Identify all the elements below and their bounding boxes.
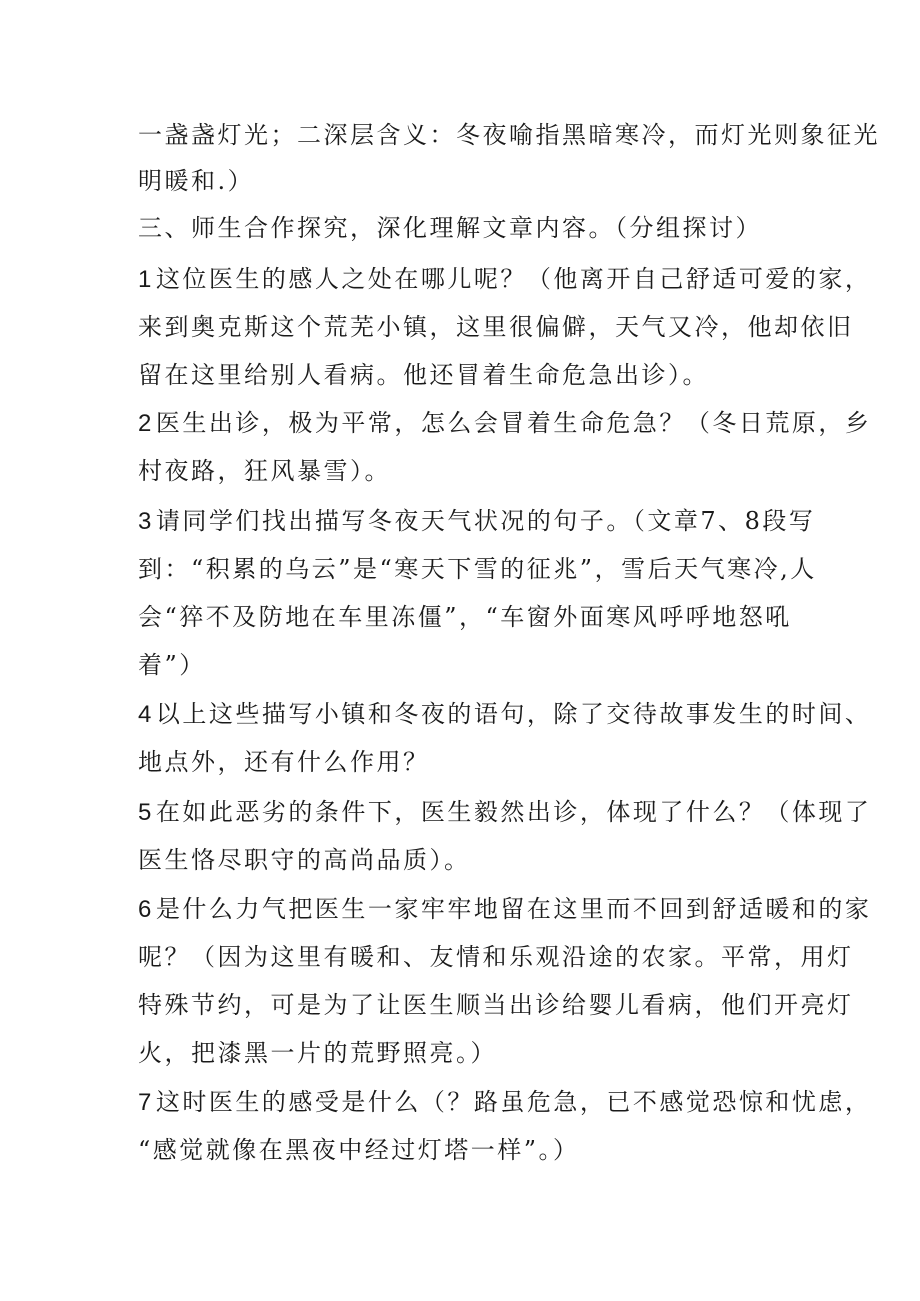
- text-line: 呢？（因为这里有暖和、友情和乐观沿途的农家。平常，用灯: [138, 943, 854, 971]
- question-2: [138, 408, 871, 439]
- text-line: 以上这些描写小镇和冬夜的语句，除了交待故事发生的时间、: [155, 700, 872, 728]
- text-line: 着”）: [138, 651, 206, 679]
- text-line: 医生出诊，极为平常，怎么会冒着生命危急？（冬日荒原，乡: [155, 409, 872, 437]
- question-number: 2: [138, 410, 154, 437]
- question-4: [138, 699, 871, 730]
- question-6: [138, 894, 871, 925]
- text-line: “感觉就像在黑夜中经过灯塔一样”。）: [138, 1136, 580, 1164]
- text-line: 地点外，还有什么作用？: [138, 748, 430, 776]
- question-1: [138, 264, 871, 295]
- text-line: 明暖和.）: [138, 167, 255, 195]
- question-number: 3: [138, 508, 154, 535]
- text-line: 这位医生的感人之处在哪儿呢？（他离开自己舒适可爱的家，: [155, 265, 872, 293]
- text-line: 村夜路，狂风暴雪）。: [138, 457, 391, 485]
- text-line: 在如此恶劣的条件下，医生毅然出诊，体现了什么？（体现了: [155, 798, 872, 826]
- question-number: 1: [138, 266, 154, 293]
- question-number: 6: [138, 896, 154, 923]
- text-line: 留在这里给别人看病。他还冒着生命危急出诊）。: [138, 361, 709, 389]
- section-heading: 三、师生合作探究，深化理解文章内容。（分组探讨）: [138, 214, 762, 242]
- text-line: 是什么力气把医生一家牢牢地留在这里而不回到舒适暖和的家: [155, 895, 872, 923]
- text-line: 特殊节约，可是为了让医生顺当出诊给婴儿看病，他们开亮灯: [138, 991, 854, 1019]
- text-line: 火，把漆黑一片的荒野照亮。）: [138, 1039, 497, 1067]
- question-3: [138, 506, 815, 537]
- text-line: 来到奥克斯这个荒芜小镇，这里很偏僻，天气又冷，他却依旧: [138, 313, 854, 341]
- text-line: 一盏盏灯光；二深层含义：冬夜喻指黑暗寒冷，而灯光则象征光: [138, 121, 880, 149]
- text-line: 会“猝不及防地在车里冻僵”，“车窗外面寒风呼呼地怒吼: [138, 603, 792, 631]
- question-number: 5: [138, 799, 154, 826]
- question-number: 4: [138, 701, 154, 728]
- text-line: 请同学们找出描写冬夜天气状况的句子。（文章7、8段写: [155, 507, 816, 535]
- text-line: 到：“积累的乌云”是“寒天下雪的征兆”，雪后天气寒冷,人: [138, 555, 817, 583]
- text-line: 这时医生的感受是什么（？路虽危急，已不感觉恐惊和忧虑，: [155, 1088, 872, 1116]
- question-5: [138, 797, 871, 828]
- question-number: 7: [138, 1089, 154, 1116]
- question-7: [138, 1087, 871, 1118]
- text-line: 医生恪尽职守的高尚品质）。: [138, 846, 471, 874]
